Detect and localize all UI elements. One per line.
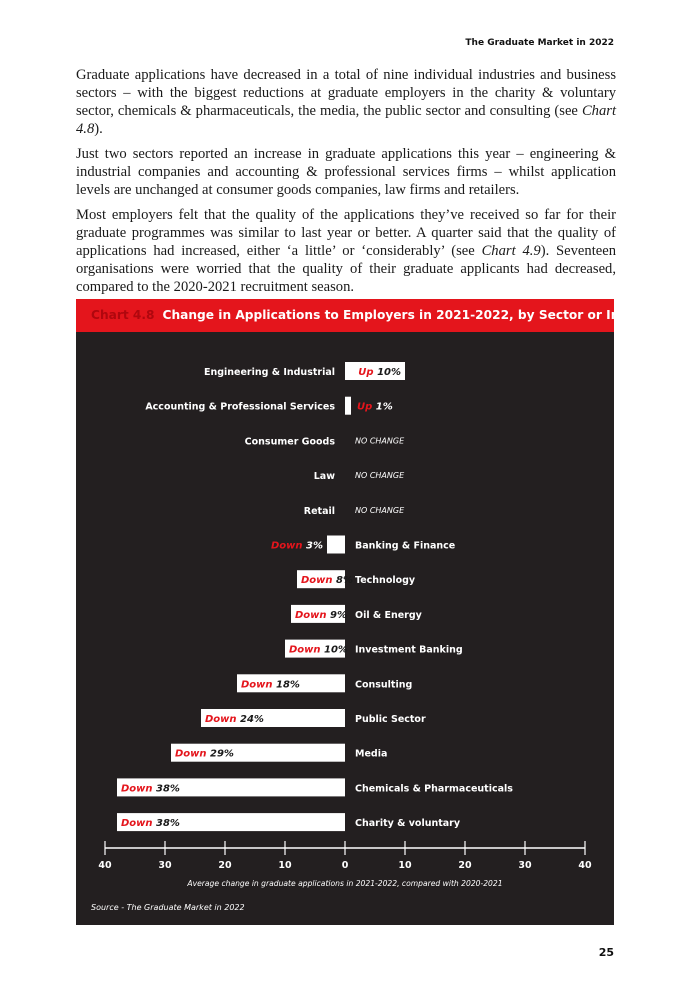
- value-label: NO CHANGE: [355, 505, 405, 515]
- category-label: Chemicals & Pharmaceuticals: [355, 783, 513, 795]
- bar-negative: [327, 536, 345, 554]
- value-label: Down 10%: [289, 644, 348, 656]
- category-label: Accounting & Professional Services: [145, 401, 335, 413]
- value-label: Down 24%: [205, 714, 264, 725]
- x-tick-label: 20: [218, 860, 232, 871]
- paragraph-3-text: Most employers felt that the quality of the applications they’ve received so far for their graduate programmes was similar to last year or better. A quarter said that the quality of applications had increased, either ‘a little’ or ‘considerably’ (see: [76, 207, 616, 259]
- x-tick-label: 10: [278, 860, 292, 871]
- value-label: Down 38%: [121, 818, 180, 830]
- value-label: Down 18%: [241, 679, 300, 691]
- body-text: [76, 66, 616, 303]
- category-label: Consulting: [355, 679, 413, 691]
- value-label: Down 3%: [271, 540, 323, 552]
- value-label: Down 29%: [175, 748, 234, 760]
- paragraph-1: [76, 66, 616, 138]
- value-label: NO CHANGE: [355, 436, 405, 446]
- x-tick-label: 0: [341, 860, 349, 871]
- x-tick-label: 10: [398, 860, 412, 871]
- x-tick-label: 30: [158, 860, 172, 871]
- value-label: Down 38%: [121, 783, 180, 795]
- value-label: Up 10%: [358, 367, 401, 378]
- category-label: Media: [355, 748, 388, 760]
- category-label: Technology: [355, 575, 416, 587]
- value-label: NO CHANGE: [355, 471, 405, 481]
- bar-chart: [76, 299, 614, 925]
- bar-positive: [345, 397, 351, 415]
- x-axis-title: Average change in graduate applications in 2021-2022, compared with 2020-2021: [187, 879, 503, 888]
- chart-number: Chart 4.8: [91, 308, 155, 322]
- chart-source: Source - The Graduate Market in 2022: [91, 903, 245, 912]
- chart-figure: [76, 299, 664, 925]
- x-tick-label: 40: [578, 860, 592, 871]
- paragraph-3: [76, 206, 616, 296]
- chart-title: Change in Applications to Employers in 2021-2022, by Sector or Industry: [162, 308, 664, 322]
- category-label: Oil & Energy: [355, 609, 422, 621]
- category-label: Retail: [303, 505, 335, 517]
- value-label: Up 1%: [357, 401, 393, 413]
- x-tick-label: 30: [518, 860, 532, 871]
- value-label: Down 9%: [295, 609, 347, 621]
- category-label: Public Sector: [355, 714, 426, 725]
- paragraph-1-text: Graduate applications have decreased in a total of nine individual industries and business sectors – with the biggest reductions at graduate employers in the charity & voluntary sector, chemicals & pharmaceuticals, the media, the public sector and consulting (see: [76, 67, 616, 119]
- paragraph-1-end: ).: [94, 121, 103, 137]
- category-label: Banking & Finance: [355, 540, 456, 552]
- category-label: Investment Banking: [355, 644, 463, 656]
- paragraph-2: Just two sectors reported an increase in graduate applications this year – engineering & industrial companies and accounting & professional services firms – whilst application levels are unchanged at consumer goods companies, law firms and retailers.: [76, 146, 616, 198]
- x-tick-label: 20: [458, 860, 472, 871]
- page-number: 25: [598, 946, 614, 959]
- category-label: Law: [313, 471, 335, 483]
- category-label: Engineering & Industrial: [203, 367, 335, 378]
- chart-reference-4-9: Chart 4.9: [481, 243, 541, 259]
- category-label: Consumer Goods: [244, 436, 335, 448]
- running-head: The Graduate Market in 2022: [465, 38, 614, 48]
- x-tick-label: 40: [98, 860, 112, 871]
- category-label: Charity & voluntary: [355, 818, 461, 830]
- value-label: Down 8%: [301, 575, 353, 587]
- chart-reference-4-8: Chart 4.8: [76, 103, 616, 137]
- paragraph-3-end: ). Seventeen organisations were worried that the quality of their graduate applicants had decreased, compared to the 2020-2021 recruitment season.: [76, 243, 616, 295]
